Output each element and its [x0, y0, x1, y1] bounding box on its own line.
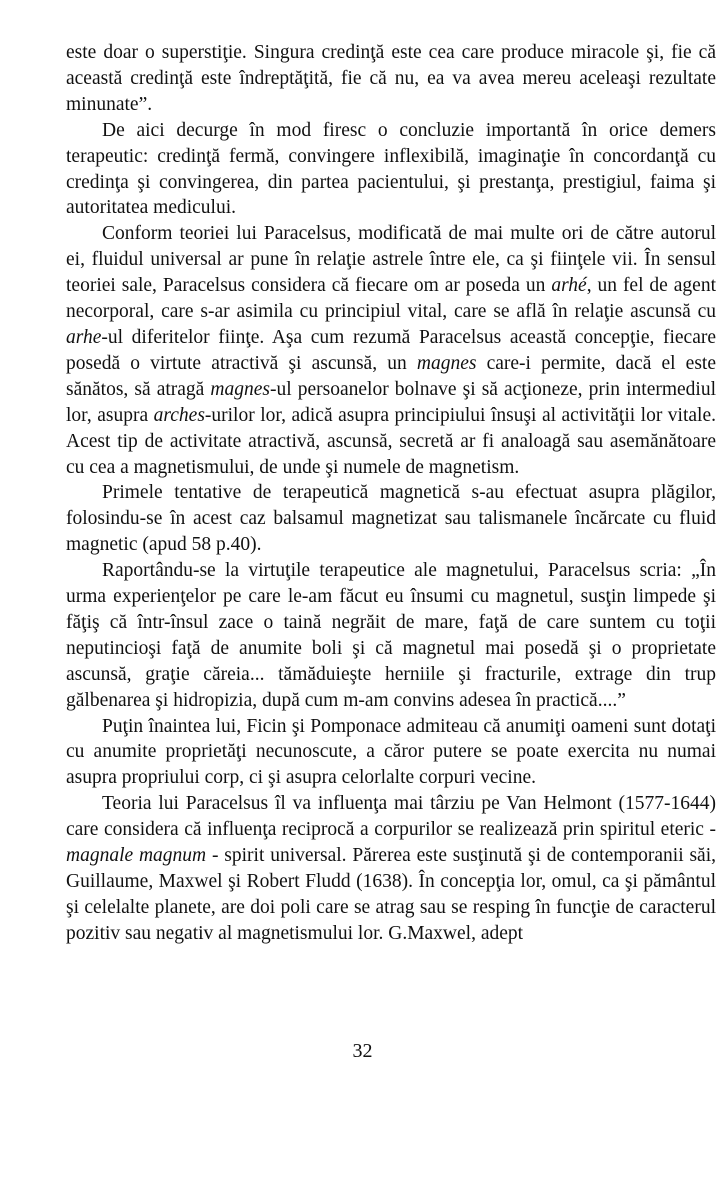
page-number: 32	[352, 1040, 373, 1062]
text-run: Conform teoriei lui Paracelsus, modificată de mai multe ori de către autorul ei, fluidul universal ar pune în relaţie astrele între ele, ca şi fiinţele vii. În sensul teoriei sale, Paracelsus considera că fiecare om ar poseda un	[66, 223, 716, 297]
paragraph-5	[66, 558, 716, 713]
text-run: -ul diferitelor fiinţe. Aşa cum rezumă Paracelsus această concepţie, fiecare posedă o virtute atractivă şi ascunsă, un	[66, 326, 716, 374]
italic-term: arhe	[66, 326, 102, 348]
text-run: este doar o superstiţie. Singura credinţă este cea care produce miracole şi, fie că această credinţă este îndreptăţită, fie că nu, ea va avea mereu aceleaşi rezultate minunate”.	[66, 42, 716, 115]
paragraph-3	[66, 221, 716, 480]
text-run: - spirit universal. Părerea este susţinută şi de contemporanii săi, Guillaume, Maxwel şi Robert Fludd (1638). În concepţia lor, omul, ca şi pământul şi celelalte planete, are doi poli care se atrag sau se resping în funcţie de caracterul pozitiv sau negativ al magnetismului lor. G.Maxwel, adept	[66, 845, 716, 944]
italic-term: magnes	[416, 352, 477, 374]
italic-term: arhé	[551, 275, 587, 297]
text-run: -ul persoanelor bolnave şi să acţioneze, prin intermediul lor, asupra	[66, 378, 716, 426]
paragraph-1	[66, 40, 716, 118]
italic-term: magnes	[210, 378, 270, 400]
text-run: Teoria lui Paracelsus îl va influenţa mai târziu pe Van Helmont (1577-1644) care considera că influenţa reciprocă a corpurilor se realizează prin spiritul eteric -	[66, 793, 716, 841]
paragraph-6	[66, 714, 716, 792]
text-run: care-i permite, dacă el este sănătos, să atragă	[66, 352, 716, 400]
text-run: Primele tentative de terapeutică magnetică s-au efectuat asupra plăgilor, folosindu-se în acest caz balsamul magnetizat sau talismanele încărcate cu fluid magnetic (apud 58 p.40).	[66, 482, 716, 556]
text-run: De aici decurge în mod firesc o concluzie importantă în orice demers terapeutic: credinţă fermă, convingere inflexibilă, imaginaţie în concordanţă cu credinţa şi convingerea, din partea pacientului, şi prestanţa, prestigiul, faima şi autoritatea medicului.	[66, 119, 716, 219]
text-run: , un fel de agent necorporal, care s-ar asimila cu principiul vital, care se află în relaţie ascunsă cu	[66, 275, 716, 323]
italic-term: arches	[153, 404, 205, 426]
italic-term: magnale magnum	[66, 845, 207, 867]
paragraph-4	[66, 480, 716, 558]
text-run: -urilor lor, adică asupra principiului însuşi al activităţii lor vitale. Acest tip de activitate atractivă, ascunsă, secretă ar fi analoagă sau asemănătoare cu cea a magnetismului, de unde şi numele de magnetism.	[66, 404, 716, 478]
text-run: Raportându-se la virtuţile terapeutice ale magnetului, Paracelsus scria: „În urma experienţelor pe care le-am făcut eu însumi cu magnetul, susţin limpede şi făţiş că într-însul zace o taină negrăit de mare, faţă de care suntem cu toţii neputincioşi faţă de anumite boli şi că magnetul mai posedă şi o proprietate ascunsă, graţie căreia... tămăduieşte herniile şi fracturile, extrage din trup gălbenarea şi hidropizia, după cum m-am convins adesea în practică....”	[66, 560, 716, 711]
paragraph-2	[66, 118, 716, 222]
page-body	[66, 40, 716, 1184]
text-run: Puţin înaintea lui, Ficin şi Pomponace admiteau că anumiţi oameni sunt dotaţi cu anumite proprietăţi necunoscute, a căror putere se poate exercita nu numai asupra propriului corp, ci şi asupra celorlalte corpuri vecine.	[66, 715, 716, 789]
paragraph-7	[66, 791, 716, 946]
